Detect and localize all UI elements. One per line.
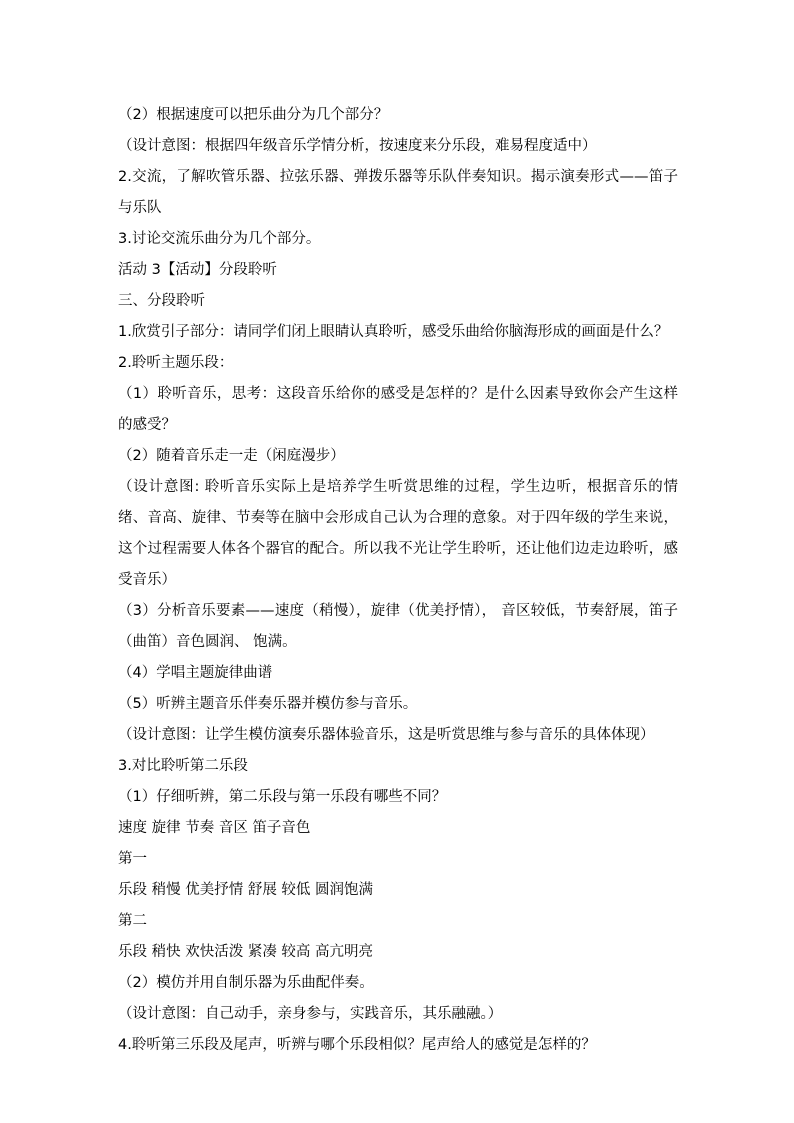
text-paragraph: （3）分析音乐要素——速度（稍慢），旋律（优美抒情）， 音区较低，节奏舒展，笛子（曲笛）音色圆润、 饱满。 — [118, 603, 678, 650]
design-intent-line: （设计意图：让学生模仿演奏乐器体验音乐，这是听赏思维与参与音乐的具体体现） — [118, 727, 655, 743]
text-line: 4.聆听第三乐段及尾声，听辨与哪个乐段相似？尾声给人的感觉是怎样的？ — [118, 1037, 596, 1053]
text-line: （2）随着音乐走一走（闲庭漫步） — [118, 448, 345, 464]
section-heading: 三、分段聆听 — [118, 293, 205, 309]
design-intent-line: （设计意图：自己动手，亲身参与，实践音乐，其乐融融。） — [118, 1006, 503, 1022]
text-line: 1.欣赏引子部分：请同学们闭上眼睛认真聆听，感受乐曲给你脑海形成的画面是什么？ — [118, 324, 669, 340]
text-line: （2）根据速度可以把乐曲分为几个部分？ — [118, 107, 389, 123]
comparison-label: 第一 — [118, 851, 147, 867]
activity-heading: 活动 3【活动】分段聆听 — [118, 262, 277, 278]
text-line: （1）仔细听辨，第二乐段与第一乐段有哪些不同？ — [118, 789, 447, 805]
text-paragraph: 2.交流，了解吹管乐器、拉弦乐器、弹拨乐器等乐队伴奏知识。揭示演奏形式——笛子与乐队 — [118, 169, 678, 216]
text-line: 3.对比聆听第二乐段 — [118, 758, 248, 774]
text-paragraph: （1）聆听音乐，思考：这段音乐给你的感受是怎样的？是什么因素导致你会产生这样的感受？ — [118, 386, 678, 433]
text-line: （2）模仿并用自制乐器为乐曲配伴奏。 — [118, 975, 374, 991]
text-line: （4）学唱主题旋律曲谱 — [118, 665, 273, 681]
comparison-label: 第二 — [118, 913, 147, 929]
comparison-row: 乐段 稍快 欢快活泼 紧凑 较高 高亢明亮 — [118, 944, 374, 960]
comparison-row: 乐段 稍慢 优美抒情 舒展 较低 圆润饱满 — [118, 882, 374, 898]
text-line: 3.讨论交流乐曲分为几个部分。 — [118, 231, 321, 247]
document-body — [118, 100, 678, 1061]
design-intent-paragraph: （设计意图: 聆听音乐实际上是培养学生听赏思维的过程，学生边听，根据音乐的情绪、音高、旋律、节奏等在脑中会形成自己认为合理的意象。对于四年级的学生来说，这个过程需要人体各个器官的配合。所以我不光让学生聆听，还让他们边走边聆听，感受音乐） — [118, 479, 678, 588]
text-line: 2.聆听主题乐段： — [118, 355, 234, 371]
text-line: （设计意图：根据四年级音乐学情分析，按速度来分乐段，难易程度适中） — [118, 138, 597, 154]
text-line: （5）听辨主题音乐伴奏乐器并模仿参与音乐。 — [118, 696, 418, 712]
comparison-header: 速度 旋律 节奏 音区 笛子音色 — [118, 820, 311, 836]
